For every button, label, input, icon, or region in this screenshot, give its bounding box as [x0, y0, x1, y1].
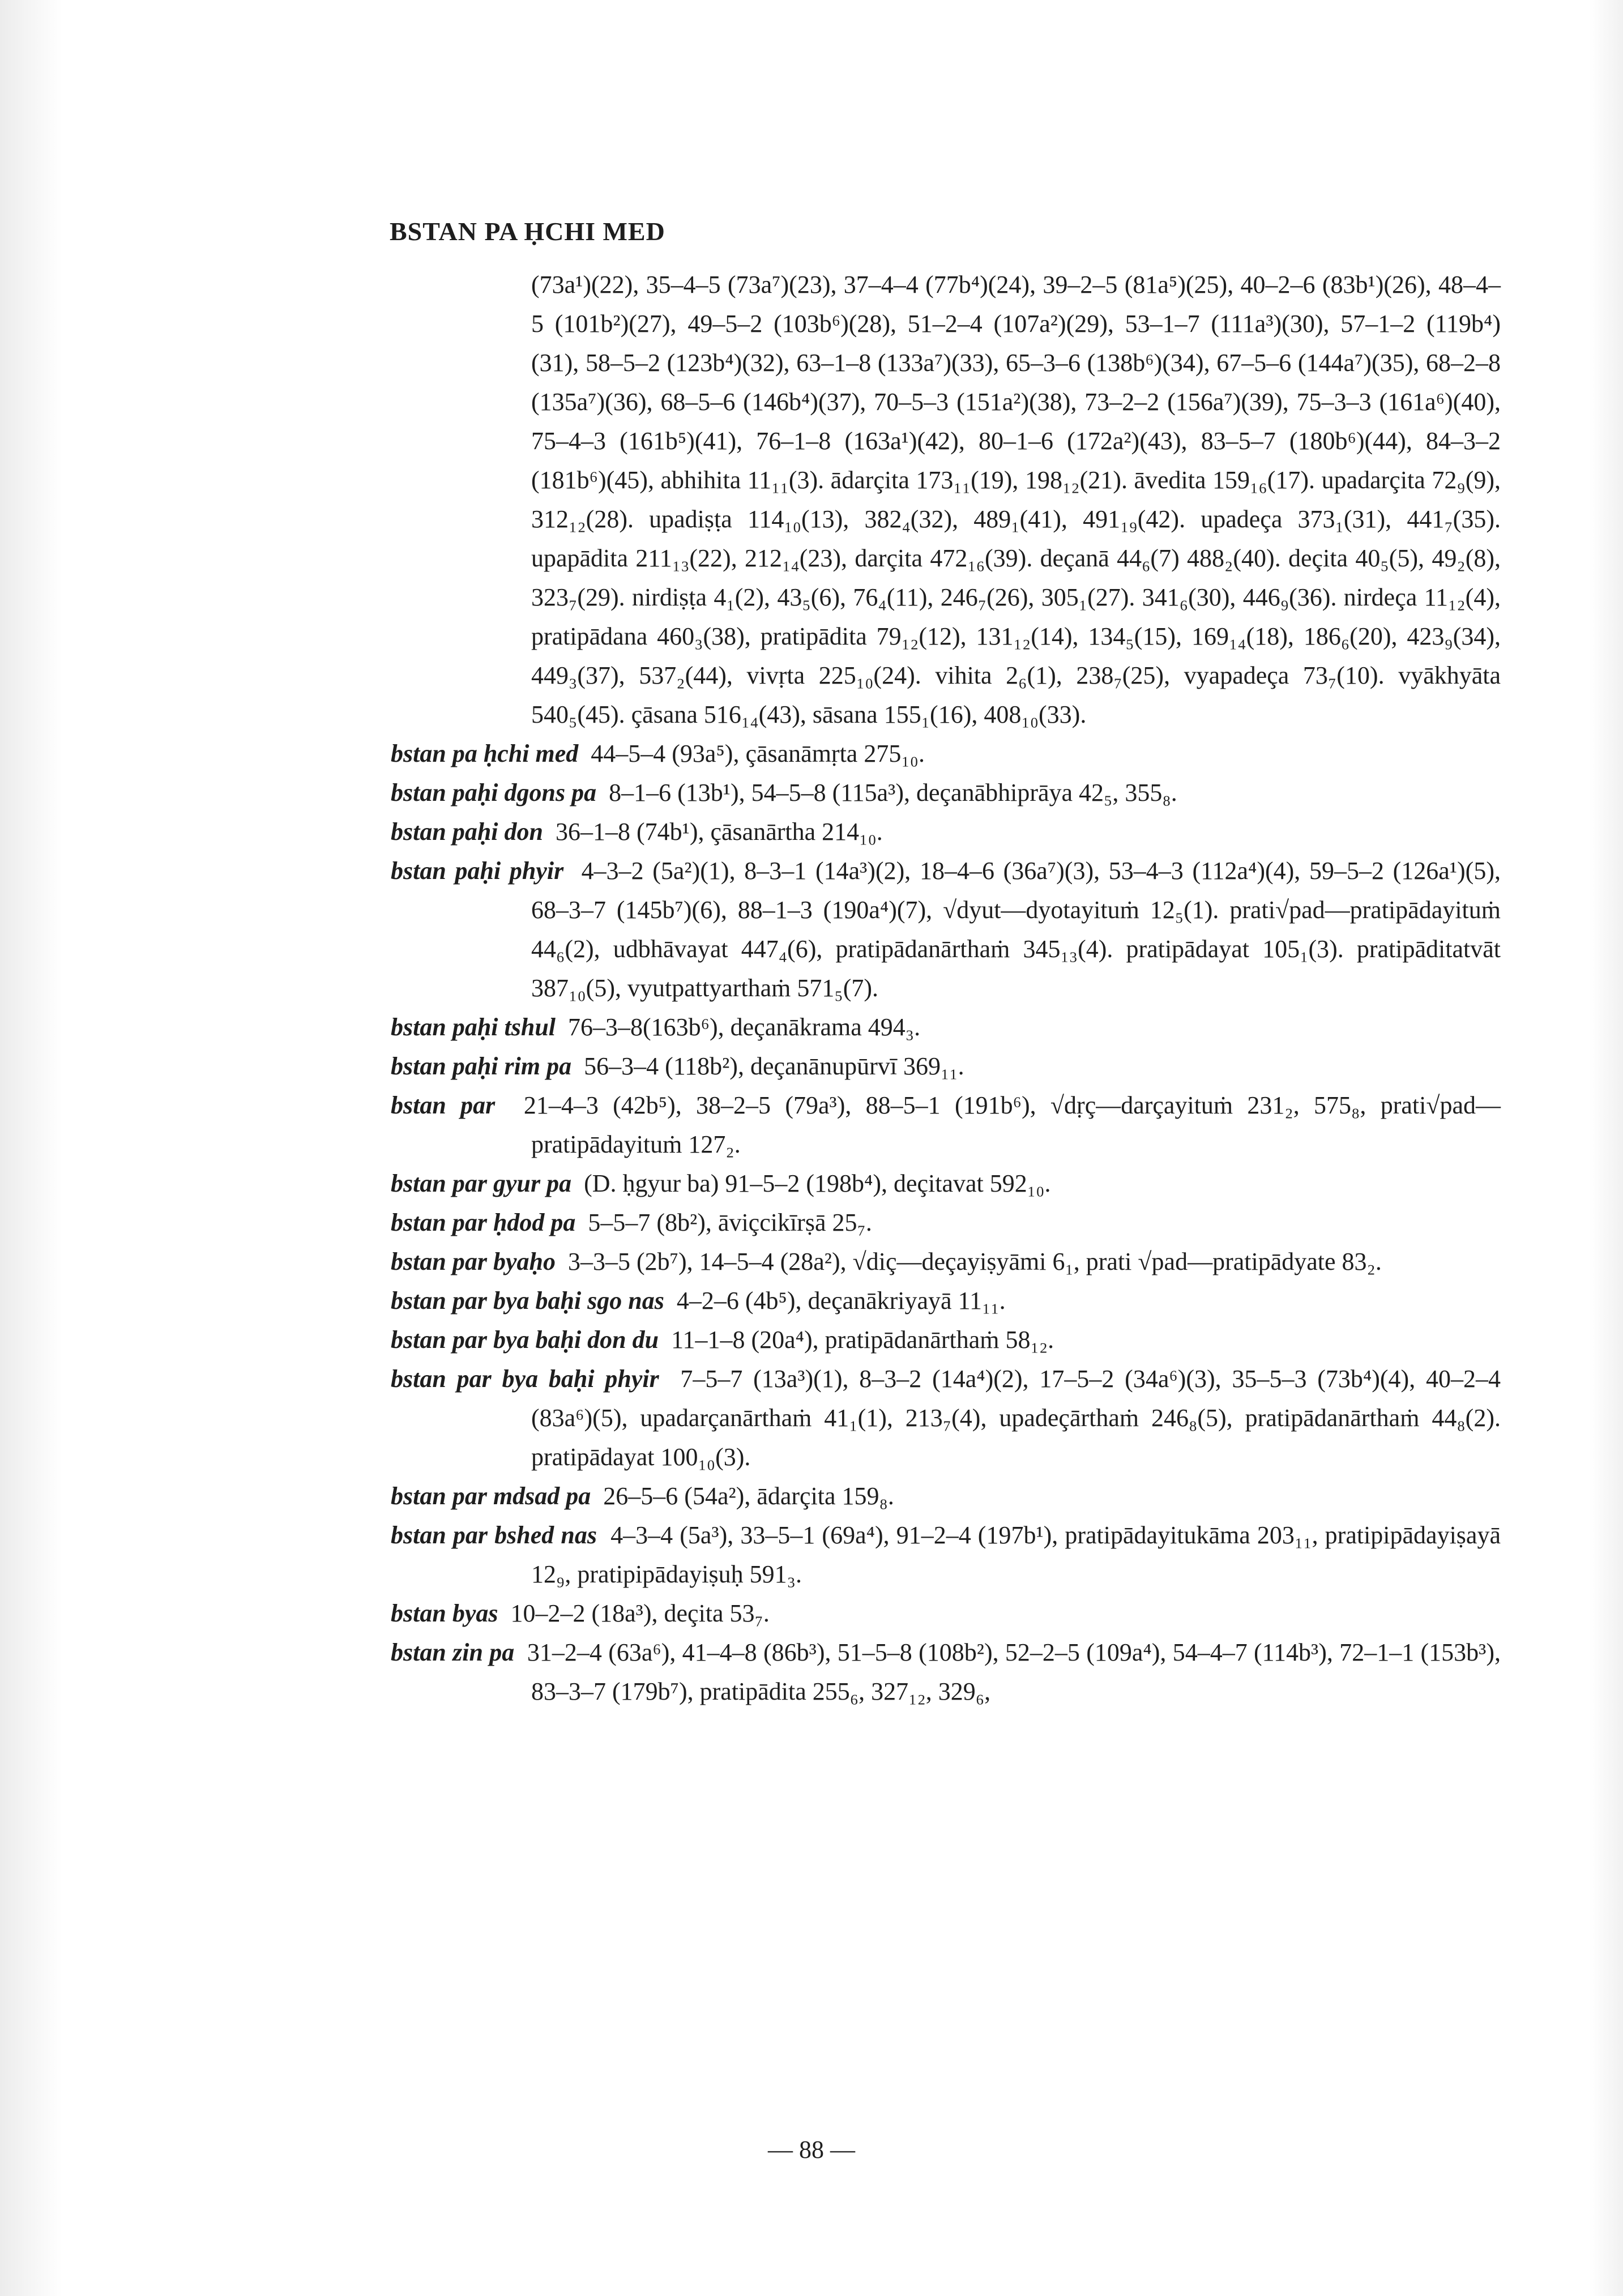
entry-headword: bstan paḥi don — [391, 818, 543, 846]
entry-headword: bstan par gyur pa — [391, 1170, 572, 1197]
entry-text: (73a¹)(22), 35–4–5 (73a⁷)(23), 37–4–4 (77b⁴)(24), 39–2–5 (81a⁵)(25), 40–2–6 (83b¹)(26), 48–4–5 (101b²)(27), 49–5–2 (103b⁶)(28), 51–2–4 (107a²)(29), 53–1–7 (111a³)(30), 57–1–2 (119b⁴)(31), 58–5–2 (123b⁴)(32), 63–1–8 (133a⁷)(33), 65–3–6 (138b⁶)(34), 67–5–6 (144a⁷)(35), 68–2–8 (135a⁷)(36), 68–5–6 (146b⁴)(37), 70–5–3 (151a²)(38), 73–2–2 (156a⁷)(39), 75–3–3 (161a⁶)(40), 75–4–3 (161b⁵)(41), 76–1–8 (163a¹)(42), 80–1–6 (172a²)(43), 83–5–7 (180b⁶)(44), 84–3–2 (181b⁶)(45), abhihita 11₁₁(3). ādarçita 173₁₁(19), 198₁₂(21). āvedita 159₁₆(17). upadarçita 72₉(9), 312₁₂(28). upadiṣṭa 114₁₀(13), 382₄(32), 489₁(41), 491₁₉(42). upadeça 373₁(31), 441₇(35). upapādita 211₁₃(22), 212₁₄(23), darçita 472₁₆(39). deçanā 44₆(7) 488₂(40). deçita 40₅(5), 49₂(8), 323₇(29). nirdiṣṭa 4₁(2), 43₅(6), 76₄(11), 246₇(26), 305₁(27). 341₆(30), 446₉(36). nirdeça 11₁₂(4), pratipādana 460₃(38), pratipādita 79₁₂(12), 131₁₂(14), 134₅(15), 169₁₄(18), 186₆(20), 423₉(34), 449₃(37), 537₂(44), vivṛta 225₁₀(24). vihita 2₆(1), 238₇(25), vyapadeça 73₇(10). vyākhyāta 540₅(45). çāsana 516₁₄(43), sāsana 155₁(16), 408₁₀(33). — [531, 271, 1501, 728]
entry-headword: bstan pa ḥchi med — [391, 740, 579, 767]
entry-text: 21–4–3 (42b⁵), 38–2–5 (79a³), 88–5–1 (191b⁶), √dṛç—darçayituṁ 231₂, 575₈, prati√pad—pratipādayituṁ 127₂. — [523, 1091, 1501, 1158]
entry-text: 5–5–7 (8b²), āviçcikīrṣā 25₇. — [588, 1209, 872, 1236]
dictionary-entry — [391, 1086, 1501, 1164]
dictionary-entry — [391, 1164, 1501, 1203]
entry-text: 44–5–4 (93a⁵), çāsanāmṛta 275₁₀. — [591, 740, 925, 767]
entry-text: 4–2–6 (4b⁵), deçanākriyayā 11₁₁. — [676, 1287, 1006, 1315]
dictionary-entry — [391, 1242, 1501, 1281]
entry-text: 26–5–6 (54a²), ādarçita 159₈. — [603, 1482, 894, 1510]
entry-headword: bstan par bya baḥi don du — [391, 1326, 659, 1354]
entry-text: 56–3–4 (118b²), deçanānupūrvī 369₁₁. — [584, 1052, 964, 1080]
entry-headword: bstan paḥi rim pa — [391, 1052, 572, 1080]
scan-left-edge — [0, 0, 62, 2296]
scan-right-edge — [1589, 0, 1623, 2296]
entry-headword: bstan paḥi dgons pa — [391, 779, 597, 806]
entry-text: 31–2–4 (63a⁶), 41–4–8 (86b³), 51–5–8 (108b²), 52–2–5 (109a⁴), 54–4–7 (114b³), 72–1–1 (153b³), 83–3–7 (179b⁷), pratipādita 255₆, 327₁₂, 329₆, — [527, 1638, 1501, 1705]
dictionary-entry — [391, 812, 1501, 851]
entry-text: 4–3–2 (5a²)(1), 8–3–1 (14a³)(2), 18–4–6 (36a⁷)(3), 53–4–3 (112a⁴)(4), 59–5–2 (126a¹)(5), 68–3–7 (145b⁷)(6), 88–1–3 (190a⁴)(7), √dyut—dyotayituṁ 12₅(1). prati√pad—pratipādayituṁ 44₆(2), udbhāvayat 447₄(6), pratipādanārthaṁ 345₁₃(4). pratipādayat 105₁(3). pratipāditatvāt 387₁₀(5), vyutpattyarthaṁ 571₅(7). — [531, 857, 1501, 1002]
entry-headword: bstan par ḥdod pa — [391, 1209, 576, 1236]
entry-headword: bstan paḥi tshul — [391, 1013, 556, 1041]
entry-text: 11–1–8 (20a⁴), pratipādanārthaṁ 58₁₂. — [671, 1326, 1054, 1354]
entry-headword: bstan byas — [391, 1599, 498, 1627]
dictionary-entry — [391, 773, 1501, 812]
dictionary-entry — [391, 1281, 1501, 1320]
dictionary-entry — [391, 734, 1501, 773]
dictionary-entry — [391, 1594, 1501, 1633]
entry-text: (D. ḥgyur ba) 91–5–2 (198b⁴), deçitavat 592₁₀. — [584, 1170, 1051, 1197]
dictionary-entry — [391, 1320, 1501, 1359]
page-number: — 88 — — [768, 2136, 855, 2163]
entry-text: 36–1–8 (74b¹), çāsanārtha 214₁₀. — [555, 818, 883, 846]
entry-headword: bstan paḥi phyir — [391, 857, 564, 885]
entry-headword: bstan par bya baḥi sgo nas — [391, 1287, 664, 1315]
entry-text: 3–3–5 (2b⁷), 14–5–4 (28a²), √diç—deçayiṣyāmi 6₁, prati √pad—pratipādyate 83₂. — [567, 1248, 1382, 1275]
dictionary-entry — [391, 1516, 1501, 1594]
dictionary-entry — [391, 1633, 1501, 1711]
entry-headword: bstan par byaḥo — [391, 1248, 556, 1275]
dictionary-entry — [391, 1008, 1501, 1047]
entry-headword: bstan zin pa — [391, 1638, 515, 1666]
dictionary-entry — [391, 851, 1501, 1008]
dictionary-entry — [391, 1203, 1501, 1242]
entry-headword: bstan par bshed nas — [391, 1521, 597, 1549]
dictionary-entry — [391, 1476, 1501, 1516]
entry-text: 4–3–4 (5a³), 33–5–1 (69a⁴), 91–2–4 (197b¹), pratipādayitukāma 203₁₁, pratipipādayiṣayā 12₉, pratipipādayiṣuḥ 591₃. — [531, 1521, 1501, 1588]
entry-text: 8–1–6 (13b¹), 54–5–8 (115a³), deçanābhiprāya 42₅, 355₈. — [609, 779, 1177, 806]
entry-headword: bstan par — [391, 1091, 496, 1119]
dictionary-entry — [391, 1047, 1501, 1086]
entry-text: 10–2–2 (18a³), deçita 53₇. — [510, 1599, 770, 1627]
dictionary-entry — [391, 1359, 1501, 1476]
dictionary-entries — [391, 265, 1501, 1711]
entry-headword: bstan par bya baḥi phyir — [391, 1365, 659, 1393]
entry-text: 76–3–8(163b⁶), deçanākrama 494₃. — [568, 1013, 921, 1041]
dictionary-entry — [391, 265, 1501, 734]
entry-headword: bstan par mdsad pa — [391, 1482, 591, 1510]
entry-text: 7–5–7 (13a³)(1), 8–3–2 (14a⁴)(2), 17–5–2 (34a⁶)(3), 35–5–3 (73b⁴)(4), 40–2–4 (83a⁶)(5), upadarçanārthaṁ 41₁(1), 213₇(4), upadeçārthaṁ 246₈(5), pratipādanārthaṁ 44₈(2). pratipādayat 100₁₀(3). — [531, 1365, 1501, 1471]
running-header: BSTAN PA ḤCHI MED — [390, 217, 665, 246]
